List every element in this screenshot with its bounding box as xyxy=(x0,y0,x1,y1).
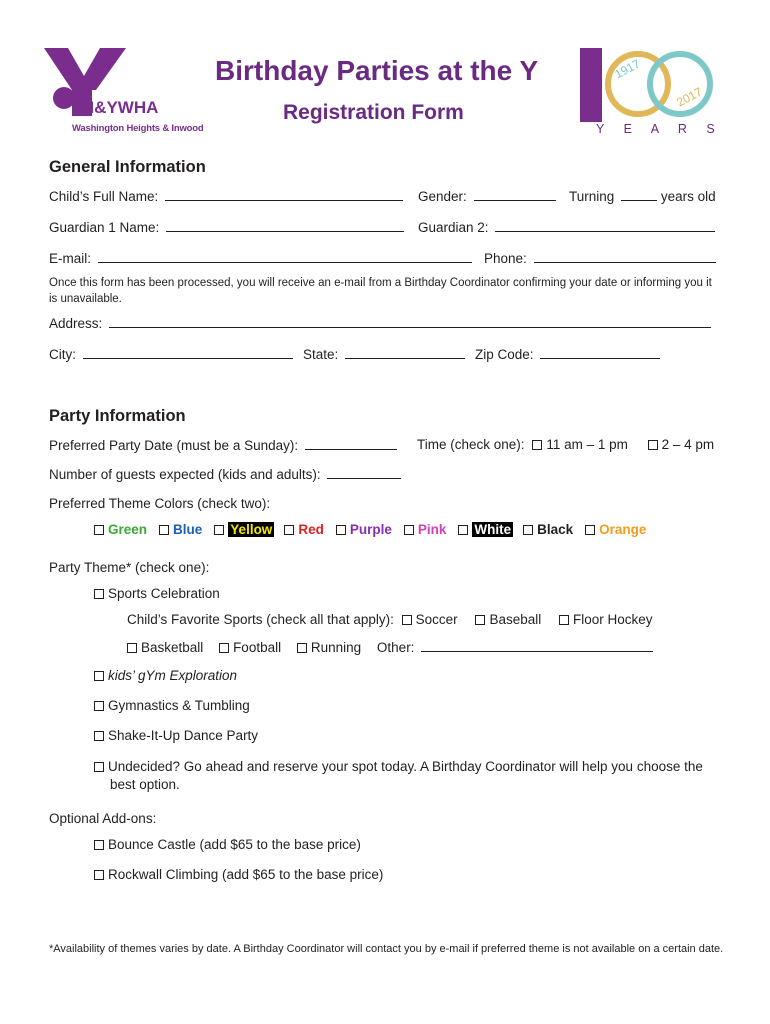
checkbox-icon[interactable] xyxy=(214,525,224,535)
color-option-red[interactable] xyxy=(284,522,324,537)
color-label: Blue xyxy=(173,522,203,537)
addons-label: Optional Add-ons: xyxy=(49,811,157,826)
checkbox-icon[interactable] xyxy=(127,643,137,653)
guests-field[interactable] xyxy=(327,466,401,479)
color-option-green[interactable] xyxy=(94,522,147,537)
theme-color-options xyxy=(94,522,646,537)
ymywha-logo xyxy=(42,46,204,141)
checkbox-icon[interactable] xyxy=(648,440,658,450)
other-sport-field[interactable] xyxy=(421,639,653,652)
address-label: Address: xyxy=(49,316,103,331)
gender-label: Gender: xyxy=(418,189,467,204)
phone-label: Phone: xyxy=(484,251,527,266)
sport-basketball[interactable]: Basketball xyxy=(127,640,203,655)
checkbox-icon[interactable] xyxy=(532,440,542,450)
time-option-1[interactable]: 11 am – 1 pm xyxy=(532,437,628,452)
addon-rockwall[interactable]: Rockwall Climbing (add $65 to the base price) xyxy=(94,867,383,883)
theme-sports-option[interactable]: Sports Celebration xyxy=(94,586,220,602)
color-label: Black xyxy=(537,522,574,537)
email-field[interactable] xyxy=(98,250,472,263)
guardian2-label: Guardian 2: xyxy=(418,220,489,235)
theme-colors-label: Preferred Theme Colors (check two): xyxy=(49,496,271,511)
color-label: Yellow xyxy=(230,522,273,537)
logo-main-text: M&YWHA xyxy=(80,98,159,117)
party-date-label: Preferred Party Date (must be a Sunday): xyxy=(49,438,299,453)
sport-floor-hockey[interactable]: Floor Hockey xyxy=(559,612,653,627)
color-option-yellow[interactable] xyxy=(214,522,274,537)
party-info-heading: Party Information xyxy=(49,407,186,425)
color-label: Purple xyxy=(349,522,392,537)
color-option-black[interactable] xyxy=(523,522,573,537)
page-subtitle: Registration Form xyxy=(283,101,464,124)
checkbox-icon[interactable] xyxy=(402,615,412,625)
color-option-purple[interactable] xyxy=(336,522,392,537)
checkbox-icon[interactable] xyxy=(475,615,485,625)
color-option-orange[interactable] xyxy=(585,522,646,537)
centennial-badge xyxy=(580,44,725,140)
checkbox-icon[interactable] xyxy=(458,525,468,535)
color-label: Green xyxy=(108,522,148,537)
checkbox-icon[interactable] xyxy=(559,615,569,625)
footnote: *Availability of themes varies by date. A Birthday Coordinator will contact you by e-mail if preferred theme is not available on a certain date. xyxy=(49,943,724,955)
theme-kids-gym-option[interactable]: kids’ gYm Exploration xyxy=(94,668,237,684)
checkbox-icon[interactable] xyxy=(94,762,104,772)
city-label: City: xyxy=(49,347,76,362)
guardian1-label: Guardian 1 Name: xyxy=(49,220,160,235)
party-date-field[interactable] xyxy=(305,437,397,450)
checkbox-icon[interactable] xyxy=(94,701,104,711)
turning-age-field[interactable] xyxy=(621,188,657,201)
gender-field[interactable] xyxy=(474,188,556,201)
theme-dance-option[interactable]: Shake-It-Up Dance Party xyxy=(94,728,258,744)
theme-undecided-option[interactable]: Undecided? Go ahead and reserve your spot today. A Birthday Coordinator will help you choose the best option. xyxy=(94,758,719,794)
checkbox-icon[interactable] xyxy=(404,525,414,535)
fav-sports-label: Child’s Favorite Sports (check all that apply): xyxy=(127,612,394,627)
color-label: Orange xyxy=(599,522,647,537)
logo-sub-text: Washington Heights & Inwood xyxy=(72,123,204,134)
zip-field[interactable] xyxy=(540,346,660,359)
color-label: White xyxy=(474,522,512,537)
turning-label: Turning xyxy=(569,189,615,204)
email-label: E-mail: xyxy=(49,251,92,266)
checkbox-icon[interactable] xyxy=(523,525,533,535)
time-option-2[interactable]: 2 – 4 pm xyxy=(648,437,715,452)
other-sport-label: Other: xyxy=(376,640,415,655)
badge-year-start: 1917 xyxy=(612,56,643,82)
state-field[interactable] xyxy=(345,346,465,359)
state-label: State: xyxy=(303,347,339,362)
sport-baseball[interactable]: Baseball xyxy=(475,612,541,627)
addon-bounce-castle[interactable]: Bounce Castle (add $65 to the base price) xyxy=(94,837,361,853)
checkbox-icon[interactable] xyxy=(336,525,346,535)
years-old-label: years old xyxy=(660,189,716,204)
color-option-blue[interactable] xyxy=(159,522,202,537)
hundred-years-icon xyxy=(580,44,725,124)
address-field[interactable] xyxy=(109,315,711,328)
processing-notice: Once this form has been processed, you will receive an e-mail from a Birthday Coordinator confirming your date or informing you it is unavailable. xyxy=(49,277,712,305)
checkbox-icon[interactable] xyxy=(94,840,104,850)
city-field[interactable] xyxy=(83,346,293,359)
color-label: Pink xyxy=(417,522,447,537)
checkbox-icon[interactable] xyxy=(94,870,104,880)
color-option-white[interactable] xyxy=(458,522,513,537)
child-name-field[interactable] xyxy=(165,188,403,201)
checkbox-icon[interactable] xyxy=(585,525,595,535)
checkbox-icon[interactable] xyxy=(284,525,294,535)
general-info-heading: General Information xyxy=(49,158,206,176)
checkbox-icon[interactable] xyxy=(297,643,307,653)
checkbox-icon[interactable] xyxy=(94,731,104,741)
phone-field[interactable] xyxy=(534,250,716,263)
sport-running[interactable]: Running xyxy=(297,640,361,655)
checkbox-icon[interactable] xyxy=(94,671,104,681)
sport-football[interactable]: Football xyxy=(219,640,281,655)
zip-label: Zip Code: xyxy=(475,347,534,362)
checkbox-icon[interactable] xyxy=(94,589,104,599)
color-label: Red xyxy=(298,522,324,537)
page-title: Birthday Parties at the Y xyxy=(215,55,539,86)
guests-label: Number of guests expected (kids and adults): xyxy=(49,467,321,482)
badge-word: Y E A R S xyxy=(596,122,723,136)
guardian1-field[interactable] xyxy=(166,219,404,232)
badge-year-end: 2017 xyxy=(674,84,705,110)
time-label: Time (check one): xyxy=(417,437,525,452)
color-option-pink[interactable] xyxy=(404,522,447,537)
sport-soccer[interactable]: Soccer xyxy=(402,612,458,627)
guardian2-field[interactable] xyxy=(495,219,715,232)
checkbox-icon[interactable] xyxy=(94,525,104,535)
party-theme-label: Party Theme* (check one): xyxy=(49,560,210,575)
child-name-label: Child’s Full Name: xyxy=(49,189,159,204)
checkbox-icon[interactable] xyxy=(219,643,229,653)
checkbox-icon[interactable] xyxy=(159,525,169,535)
theme-gymnastics-option[interactable]: Gymnastics & Tumbling xyxy=(94,698,250,714)
